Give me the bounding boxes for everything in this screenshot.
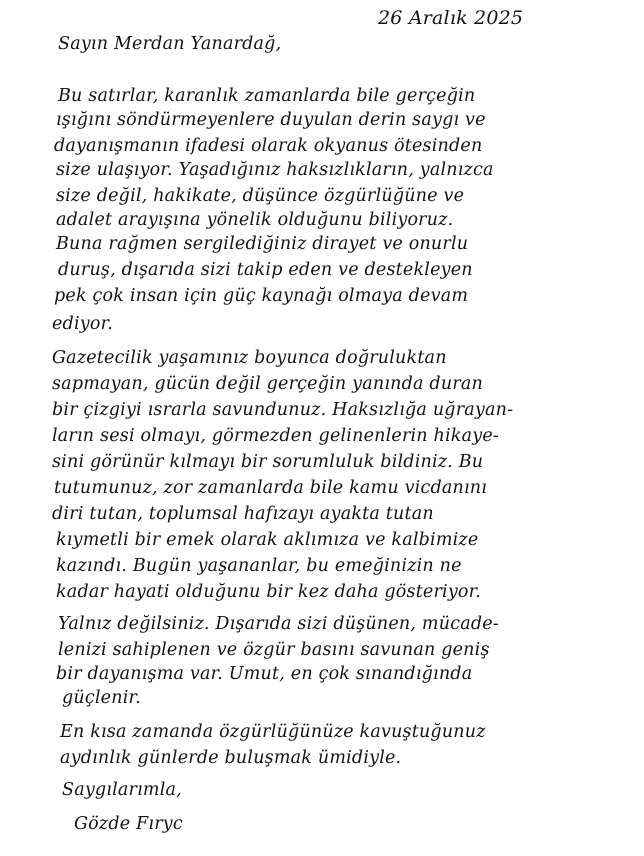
letter-line: bir dayanışma var. Umut, en çok sınandığında [56, 664, 473, 684]
letter-line: kadar hayati olduğunu bir kez daha gösteriyor. [56, 582, 482, 602]
letter-line: dayanışmanın ifadesi olarak okyanus ötesinden [54, 136, 483, 156]
letter-date: 26 Aralık 2025 [378, 7, 524, 29]
letter-line: kıymetli bir emek olarak aklımıza ve kalbimize [56, 530, 479, 550]
letter-signature: Gözde Fıryc [74, 814, 183, 834]
letter-line: sapmayan, gücün değil gerçeğin yanında duran [52, 374, 483, 394]
letter-line: ışığını söndürmeyenlere duyulan derin saygı ve [56, 110, 486, 130]
letter-line: güçlenir. [62, 688, 141, 708]
letter-salutation: Sayın Merdan Yanardağ, [58, 34, 282, 54]
letter-line: kazındı. Bugün yaşananlar, bu emeğinizin ne [56, 556, 462, 576]
letter-line: diri tutan, toplumsal hafızayı ayakta tutan [52, 504, 434, 524]
letter-line: pek çok insan için güç kaynağı olmaya devam [54, 286, 469, 306]
letter-line: size değil, hakikate, düşünce özgürlüğüne ve [56, 186, 465, 206]
letter-closing: Saygılarımla, [62, 780, 182, 800]
letter-line: En kısa zamanda özgürlüğünüze kavuştuğunuz [60, 722, 486, 742]
letter-line: Yalnız değilsiniz. Dışarıda sizi düşünen, mücade- [58, 614, 499, 634]
letter-line: sini görünür kılmayı bir sorumluluk bildiniz. Bu [52, 452, 484, 472]
letter-line: size ulaşıyor. Yaşadığınız haksızlıkların, yalnızca [56, 160, 494, 180]
letter-line: ediyor. [52, 314, 113, 334]
letter-line: lenizi sahiplenen ve özgür basını savunan geniş [58, 640, 490, 660]
letter-line: aydınlık günlerde buluşmak ümidiyle. [60, 748, 402, 768]
letter-line: bir çizgiyi ısrarla savundunuz. Haksızlığa uğrayan- [52, 400, 514, 420]
letter-line: duruş, dışarıda sizi takip eden ve destekleyen [58, 260, 473, 280]
letter-line: adalet arayışına yönelik olduğunu biliyoruz. [56, 210, 454, 230]
letter-line: tutumunuz, zor zamanlarda bile kamu vicdanını [54, 478, 488, 498]
letter-line: Buna rağmen sergilediğiniz dirayet ve onurlu [56, 234, 469, 254]
letter-line: Gazetecilik yaşamınız boyunca doğruluktan [52, 348, 447, 368]
letter-line: ların sesi olmayı, görmezden gelinenlerin hikaye- [52, 426, 500, 446]
letter-line: Bu satırlar, karanlık zamanlarda bile gerçeğin [58, 86, 476, 106]
